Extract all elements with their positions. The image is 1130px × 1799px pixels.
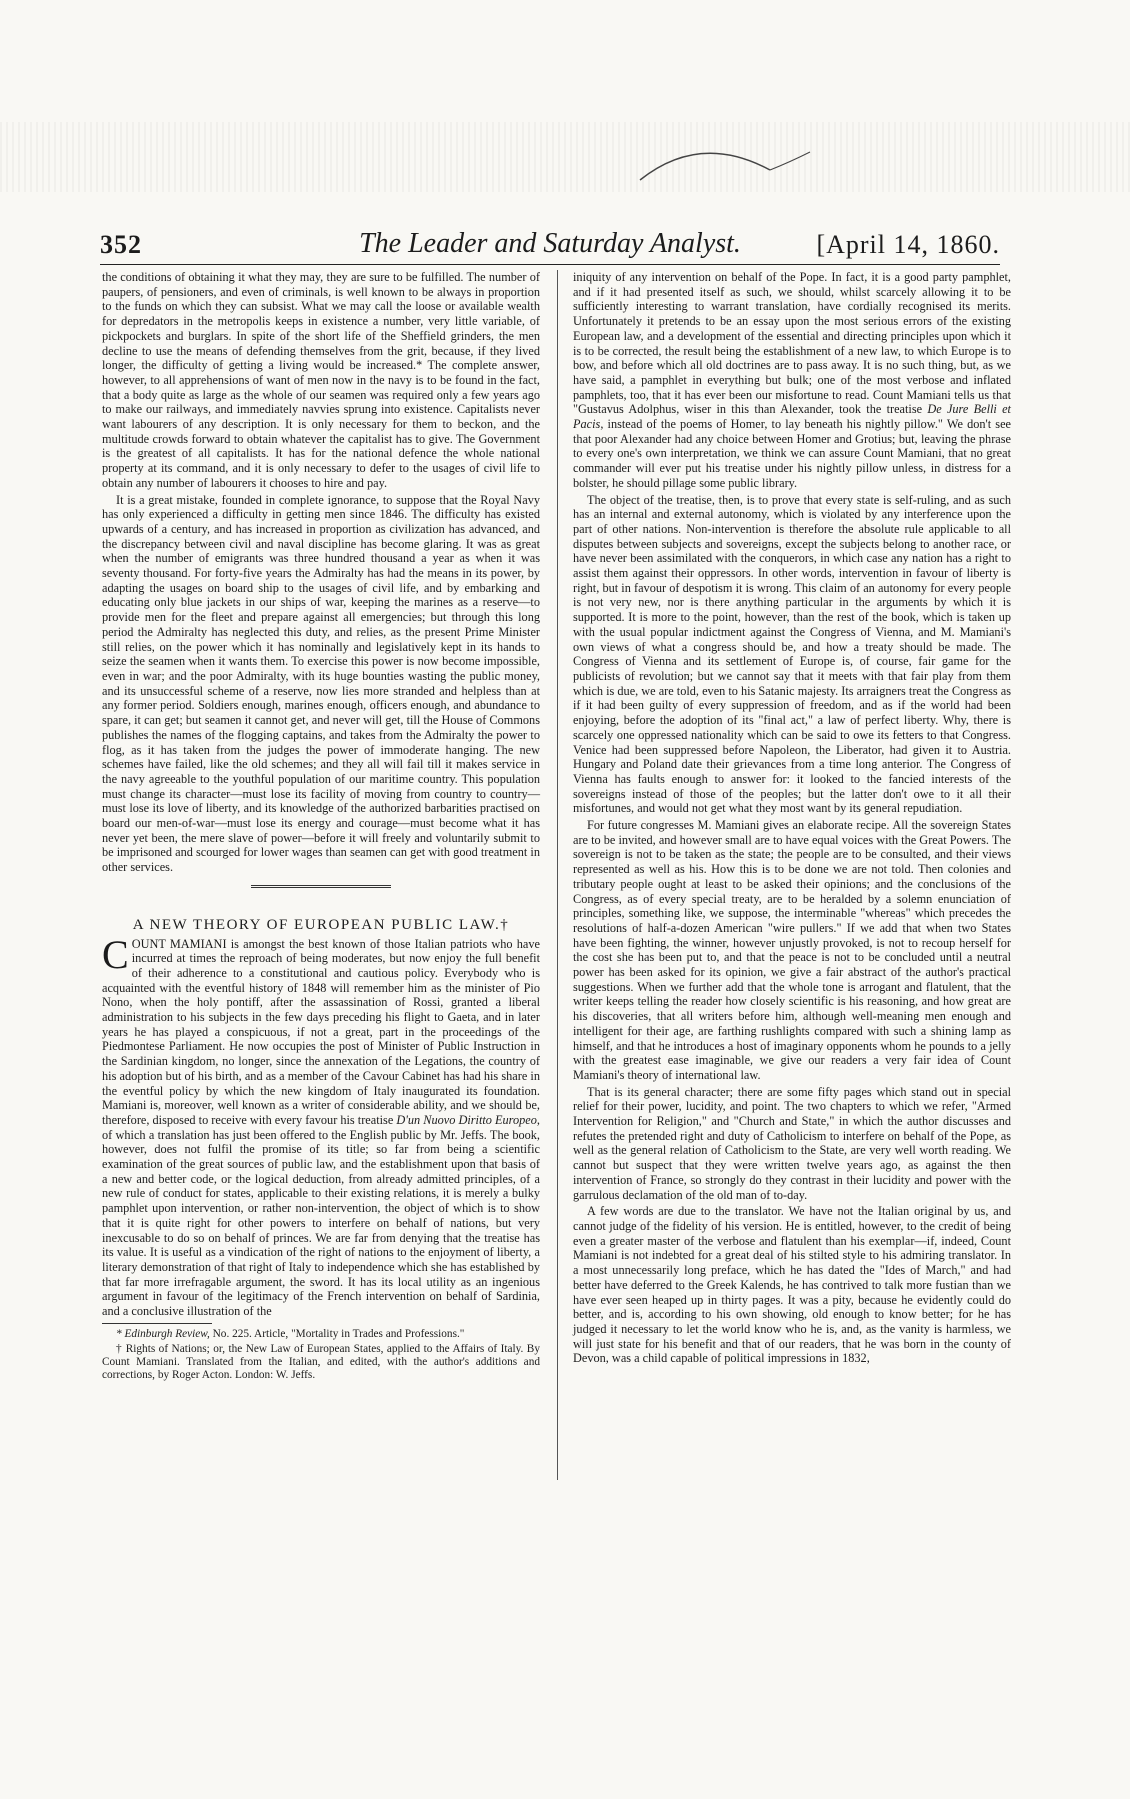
section-divider [251, 885, 391, 888]
paragraph: It is a great mistake, founded in complete ignorance, to suppose that the Royal Navy has only experienced a difficulty in getting men since 1846. The difficulty has existed upwards of a century, and has increased in proportion as civilization has advanced, and the discrepancy between civil and naval discipline has become glaring. It was as great when the number of emigrants was three hundred thousand a year as when it was seventy thousand. For forty-five years the Admiralty has had the means in its power, by adapting the usages on board ship to the usages of civil life, and by embarking and educating only blue jackets in our ships of war, keeping the marines as a reserve—to provide men for the fleet and prepare against all emergencies; but through this long period the Admiralty has neglected this duty, and relies, as the present Prime Minister still relies, on the power which it has nominally and legislatively kept in its hands to seize the seamen when it wants them. To exercise this power is now become impossible, even in war; and the poor Admiralty, with its huge bounties wasting the public money, and its unsuccessful scheme of a reserve, now lies more stranded and helpless than at any former period. Soldiers enough, marines enough, officers enough, and abundance to spare, it can get; but seamen it cannot get, and never will get, till the House of Commons publishes the names of the flogging captains, and takes from the Admiralty the power to flog, as it has taken from the judges the power of immoderate hanging. The new schemes have failed, like the old schemes; and they all will fail till it makes service in the navy agreeable to the youthful population of our maritime country. This population must change its character—must lose its facility of moving from country to country—must lose its love of liberty, and its knowledge of the authorized barbarities practised on board our men-of-war—must lose its energy and courage—must become what it has never yet been, the mere slave of power—before it will freely and voluntarily submit to be imprisoned and scourged for lower wages than seamen can get with good treatment in other services. [102, 492, 540, 875]
paragraph: the conditions of obtaining it what they may, they are sure to be fulfilled. The number of paupers, of pensioners, and even of criminals, is well known to be always in proportion to the funds on which they can subsist. What we may call the loose or available wealth for depredators in the metropolis keeps in existence a number, very little variable, of pickpockets and burglars. In spite of the short life of the Sheffield grinders, the men decline to use the means of defending themselves from the grit, because, if they lived longer, the difficulty of getting a living would be increased.* The complete answer, however, to all apprehensions of want of men now in the navy is to be found in the fact, that a body quite as large as the whole of our seamen was required only a few years ago to make our railways, and immediately navvies sprung into existence. Capitalists never want labourers of any description. It is only necessary for them to beckon, and the multitude crowds forward to obtain whatever the capitalist has to give. The Government is the greatest of all capitalists. It has for the national defence the whole national property at its command, and it is only necessary to defer to the usages of civil life to obtain any number of labourers it chooses to hire and pay. [102, 270, 540, 490]
running-title: The Leader and Saturday Analyst. [359, 228, 741, 259]
scan-margin-strip [0, 122, 1130, 192]
page-number: 352 [100, 230, 142, 259]
paragraph [573, 270, 1011, 491]
paragraph: For future congresses M. Mamiani gives an elaborate recipe. All the sovereign States are to be invited, and however small are to have equal voices with the Great Powers. The sovereign is not to be taken as the state; the people are to be consulted, and their views represented as well as his. How this is to be done we are not told. Then colonies and tributary people ought at least to be asked their opinions; and the conclusions of the Congress, as of every special treaty, are to be heralded by a solemn enunciation of principles, something like, we suppose, the interminable "whereas" which precedes the resolutions of half-a-dozen American "wire pullers." If we add that when two States have been fighting, the winner, however unjustly provoked, is not to recoup herself for the cost she has been put to, and that the peace is not to be concluded until a neutral power has been asked for its opinion, we give a fair abstract of the author's practical suggestions. When we further add that the whole tone is arrogant and flatulent, that the writer keeps telling the reader how closely scientific is his reasoning, and how great are his discoveries, that all writers before him, although well-meaning men enough and intelligent for their age, are farthing rushlights compared with such a shining lamp as himself, and that he introduces a host of imaginary opponents whom he pounds to a jelly with the greatest ease imaginable, we give our readers a very fair idea of Count Mamiani's theory of international law. [573, 818, 1011, 1082]
book-title: De Jure Belli et Pacis [573, 402, 1011, 432]
book-title: D'un Nuovo Diritto Europeo [396, 1112, 537, 1127]
footnote-1 [102, 1328, 540, 1341]
page-header [100, 224, 1000, 264]
drop-cap: C [102, 931, 129, 977]
right-column [573, 270, 1011, 1368]
footnote-text: No. 225. Article, "Mortality in Trades and Professions." [209, 1327, 465, 1340]
footnote-source: * Edinburgh Review, [116, 1327, 210, 1340]
paragraph-text: is amongst the best known of those Italian patriots who have incurred at times the reproach of being moderates, but now enjoy the full benefit of their adherence to a constitutional and cautious policy. Everybody who is acquainted with the eventful history of 1848 will remember him as the minister of Pio Nono, when the holy pontiff, after the assassination of Rossi, granted a liberal administration to his subjects in the few days preceding his flight to Gaeta, and in later years he has played a conspicuous, if not a great, part in the proceedings of the Piedmontese Parliament. He now occupies the post of Minister of Public Instruction in the Sardinian kingdom, no longer, since the annexation of the Legations, the country of his adoption but of his birth, and as a member of the Cavour Cabinet has had his share in the eventful policy by which the new kingdom of Italy inaugurated its foundation. Mamiani is, moreover, well known as a writer of considerable ability, and we should be, therefore, disposed to receive with every favour his treatise [102, 936, 540, 1127]
column-divider [557, 270, 558, 1480]
paragraph: A few words are due to the translator. We have not the Italian original by us, and cannot judge of the fidelity of his version. He is entitled, however, to the credit of being even a greater master of the verbose and flatulent than his exemplar—if, indeed, Count Mamiani is not indebted for a great deal of his stilted style to his admiring translator. In a most unnecessarily long preface, which he has dated the "Ides of March," and had better have deferred to the Greek Kalends, he has contrived to talk more fustian than we have ever seen heaped up in thirty pages. It was a pity, because he evidently could do better, and is, according to his own showing, old enough to know better; for he has judged it necessary to let the world know who he is, and, as the vanity is harmless, we will just state for his benefit and that of our readers, that he was born in the county of Devon, was a child capable of political impressions in 1832, [573, 1204, 1011, 1366]
header-rule [100, 264, 1000, 265]
paragraph-text: , of which a translation has just been offered to the English public by Mr. Jeffs. The book, however, does not fulfil the promise of its title; so far from being a scientific examination of the great sources of public law, and the establishment upon that basis of a new and better code, or the logical deduction, from already admitted principles, of a new rule of conduct for states, applicable to their existing relations, it is merely a bulky pamphlet upon intervention, or rather non-intervention, the object of which is to show that it is quite right for other powers to interfere on behalf of nations, but very inexcusable to do so on behalf of princes. We are far from denying that the treatise has its value. It is useful as a vindication of the right of nations to the enjoyment of liberty, a literary demonstration of that right of Italy to independence which she has established by that far more irrefragable argument, the sword. It has its local utility as an ingenious argument in favour of the legitimacy of the French intervention on behalf of Sardinia, and a conclusive illustration of the [102, 1112, 540, 1319]
paragraph: The object of the treatise, then, is to prove that every state is self-ruling, and as such has an internal and external autonomy, which is violated by any interference upon the part of other nations. Non-intervention is therefore the absolute rule applicable to all disputes between subjects and sovereigns, except the subjects belong to another race, or have never been assimilated with the conquerors, in which case any nation has a right to assist them against their oppressors. In other words, intervention in favour of liberty is right, but in favour of despotism it is wrong. This claim of an autonomy for every people is not very new, nor is there anything particular in the arguments by which it is supported. It is more to the point, however, than the rest of the book, which is taken up with the usual popular indictment against the Congress of Vienna, and M. Mamiani's own views of what a congress should be, and how a treaty should be made. The Congress of Vienna and its settlement of Europe is, of course, fair game for the publicists of revolution; but we cannot say that it meets with that fair play from them which is due, we are told, even to his Satanic majesty. Its arraigners treat the Congress as if it had been guilty of every suppression of freedom, and as if the world had been enjoying, before the adoption of its "final act," a law of perfect liberty. Why, there is scarcely one oppressed nationality which can be said to owe its fetters to that Congress. Venice had been suppressed before Napoleon, the Liberator, had given it to Austria. Hungary and Poland date their grievances from a time long anterior. The Congress of Vienna has faults enough to answer for: it looked to the fancied interests of the sovereigns instead of those of the peoples; but the latter don't owe to it all their misfortunes, and would not get what they most want by its general repudiation. [573, 492, 1012, 816]
curved-mark-graphic [0, 122, 1130, 192]
paragraph: That is its general character; there are some fifty pages which stand out in special relief for their power, lucidity, and point. The two chapters to which we refer, "Armed Intervention for Religion," and "Church and State," in which the author discusses and refutes the pretended right and duty of Catholicism to interfere on behalf of the Pope, as well as the general relation of Catholicism to the State, are very well worth reading. We cannot but suspect that they were written twelve years ago, as against the then intervention of France, so strongly do they contrast in their lucidity and power with the garrulous declamation of the old man of to-day. [573, 1084, 1011, 1202]
paragraph-text: , instead of the poems of Homer, to lay beneath his nightly pillow." We don't see that poor Alexander had any choice between Homer and Grotius; but, leaving the phrase to every one's own interpretation, we think we can assure Count Mamiani, that no great commander will ever put his treatise under his nightly pillow unless, in distress for a bolster, he should pillage some public library. [573, 417, 1011, 490]
footnote-2: † Rights of Nations; or, the New Law of European States, applied to the Affairs of Italy. By Count Mamiani. Translated from the Italian, and edited, with the author's additions and corrections, by Roger Acton. London: W. Jeffs. [102, 1342, 540, 1381]
article-title: A NEW THEORY OF EUROPEAN PUBLIC LAW.† [132, 916, 510, 933]
footnote-separator [102, 1323, 212, 1324]
paragraph-text: iniquity of any intervention on behalf of the Pope. In fact, it is a good party pamphlet, and if it had presented itself as such, we should, whilst scarcely allowing it to be sufficiently interesting to warrant translation, have cordially recognised its merits. Unfortunately it pretends to be an essay upon the most serious errors of the existing European law, and a development of the essential and directing principles upon which it is to be corrected, the result being the establishment of a new law, to which Europe is to bow, and before which all old doctrines are to pass away. It is no such thing, but, as we have said, a pamphlet in everything but bulk; one of the most verbose and inflated pamphlets, too, that it has ever been our misfortune to read. Count Mamiani tells us that "Gustavus Adolphus, wiser in this than Alexander, took the treatise [573, 270, 1011, 417]
article-opening-paragraph [102, 931, 540, 1319]
issue-date: [April 14, 1860. [816, 230, 1000, 259]
opening-words: OUNT MAMIANI [131, 936, 227, 951]
left-column [102, 270, 540, 1384]
